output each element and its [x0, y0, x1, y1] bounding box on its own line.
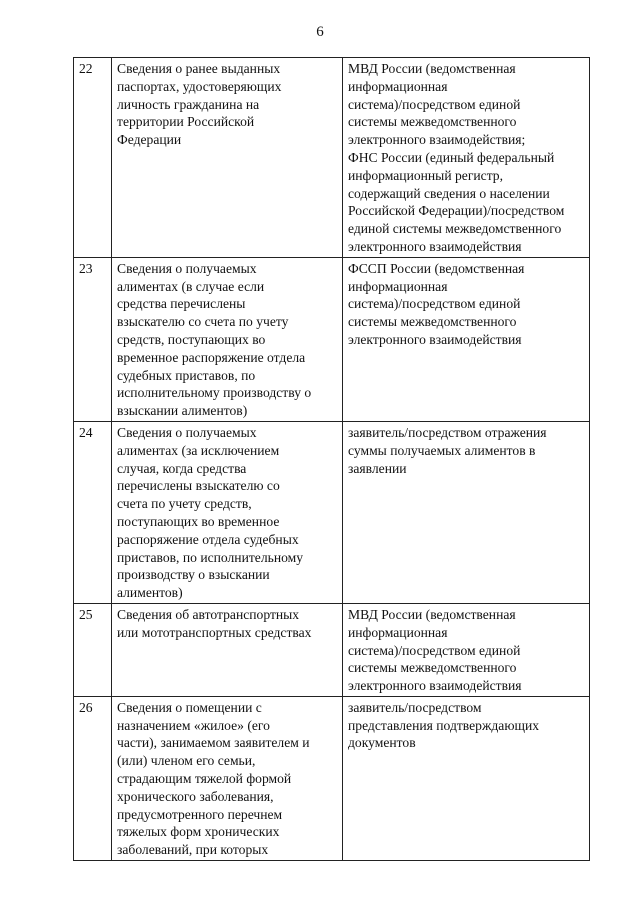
source-line: системы межведомственного: [348, 660, 517, 676]
description-line: части), занимаемом заявителем и: [117, 735, 310, 751]
description-line: счета по учету средств,: [117, 496, 252, 512]
description-cell: [112, 257, 343, 421]
source-line: электронного взаимодействия: [348, 678, 522, 694]
source-line: информационная: [348, 78, 448, 94]
description-line: алиментах (за исключением: [117, 442, 280, 458]
source-line: информационная: [348, 278, 448, 294]
source-line: система)/посредством единой: [348, 96, 521, 112]
description-line: распоряжение отдела судебных: [117, 531, 299, 547]
source-line: системы межведомственного: [348, 314, 517, 330]
source-line: заявлении: [348, 460, 407, 476]
description-cell: [112, 696, 343, 860]
description-line: страдающим тяжелой формой: [117, 771, 292, 787]
table-row: [74, 696, 590, 860]
description-line: средства перечислены: [117, 296, 246, 312]
description-line: территории Российской: [117, 114, 255, 130]
description-line: Федерации: [117, 132, 182, 148]
source-line: МВД России (ведомственная: [348, 61, 516, 76]
description-line: средств, поступающих во: [117, 331, 266, 347]
source-line: электронного взаимодействия: [348, 238, 522, 254]
source-cell: [343, 421, 590, 603]
row-number: 25: [79, 606, 93, 622]
source-line: содержащий сведения о населении: [348, 185, 550, 201]
row-number-cell: [74, 421, 112, 603]
row-number: 26: [79, 699, 93, 715]
description-cell: [112, 603, 343, 696]
source-line: документов: [348, 735, 416, 751]
description-line: личность гражданина на: [117, 96, 260, 112]
source-line: информационный регистр,: [348, 167, 504, 183]
row-number-cell: [74, 603, 112, 696]
row-number: 22: [79, 61, 93, 76]
source-line: ФНС России (единый федеральный: [348, 149, 555, 165]
source-line: система)/посредством единой: [348, 642, 521, 658]
row-number-cell: [74, 696, 112, 860]
source-line: Российской Федерации)/посредством: [348, 203, 565, 219]
source-line: системы межведомственного: [348, 114, 517, 130]
description-line: перечислены взыскателю со: [117, 478, 280, 494]
table-row: [74, 58, 590, 258]
row-number: 23: [79, 260, 93, 276]
source-line: суммы получаемых алиментов в: [348, 442, 536, 458]
description-line: хронического заболевания,: [117, 788, 274, 804]
description-line: Сведения о ранее выданных: [117, 61, 281, 76]
description-line: случая, когда средства: [117, 460, 247, 476]
description-line: производству о взыскании: [117, 567, 270, 583]
description-line: поступающих во временное: [117, 513, 280, 529]
description-line: судебных приставов, по: [117, 367, 256, 383]
description-line: алиментах (в случае если: [117, 278, 265, 294]
source-cell: [343, 603, 590, 696]
description-line: Сведения о получаемых: [117, 260, 257, 276]
source-line: система)/посредством единой: [348, 296, 521, 312]
table-body: [74, 58, 590, 861]
description-line: предусмотренного перечнем: [117, 806, 283, 822]
description-line: назначением «жилое» (его: [117, 717, 270, 733]
requirements-table: [73, 57, 590, 861]
description-line: исполнительному производству о: [117, 385, 312, 401]
table-row: [74, 421, 590, 603]
description-line: временное распоряжение отдела: [117, 349, 306, 365]
description-line: заболеваний, при которых: [117, 842, 269, 858]
row-number-cell: [74, 257, 112, 421]
description-line: взыскателю со счета по учету: [117, 314, 289, 330]
description-line: взыскании алиментов): [117, 403, 248, 419]
source-cell: [343, 696, 590, 860]
table-row: [74, 603, 590, 696]
description-line: Сведения о помещении с: [117, 699, 262, 715]
row-number-cell: [74, 58, 112, 258]
description-cell: [112, 421, 343, 603]
table-row: [74, 257, 590, 421]
source-line: заявитель/посредством: [348, 699, 482, 715]
source-line: заявитель/посредством отражения: [348, 424, 547, 440]
source-line: электронного взаимодействия: [348, 331, 522, 347]
source-line: ФССП России (ведомственная: [348, 260, 525, 276]
source-line: электронного взаимодействия;: [348, 132, 526, 148]
source-cell: [343, 58, 590, 258]
row-number: 24: [79, 424, 93, 440]
source-line: единой системы межведомственного: [348, 221, 562, 237]
source-cell: [343, 257, 590, 421]
description-line: (или) членом его семьи,: [117, 753, 256, 769]
description-line: алиментов): [117, 585, 183, 601]
description-line: или мототранспортных средствах: [117, 624, 312, 640]
source-line: МВД России (ведомственная: [348, 606, 516, 622]
description-line: тяжелых форм хронических: [117, 824, 280, 840]
description-line: приставов, по исполнительному: [117, 549, 304, 565]
page-number: 6: [316, 24, 324, 40]
description-line: паспортах, удостоверяющих: [117, 78, 282, 94]
description-line: Сведения о получаемых: [117, 424, 257, 440]
description-cell: [112, 58, 343, 258]
description-line: Сведения об автотранспортных: [117, 606, 300, 622]
source-line: представления подтверждающих: [348, 717, 540, 733]
source-line: информационная: [348, 624, 448, 640]
